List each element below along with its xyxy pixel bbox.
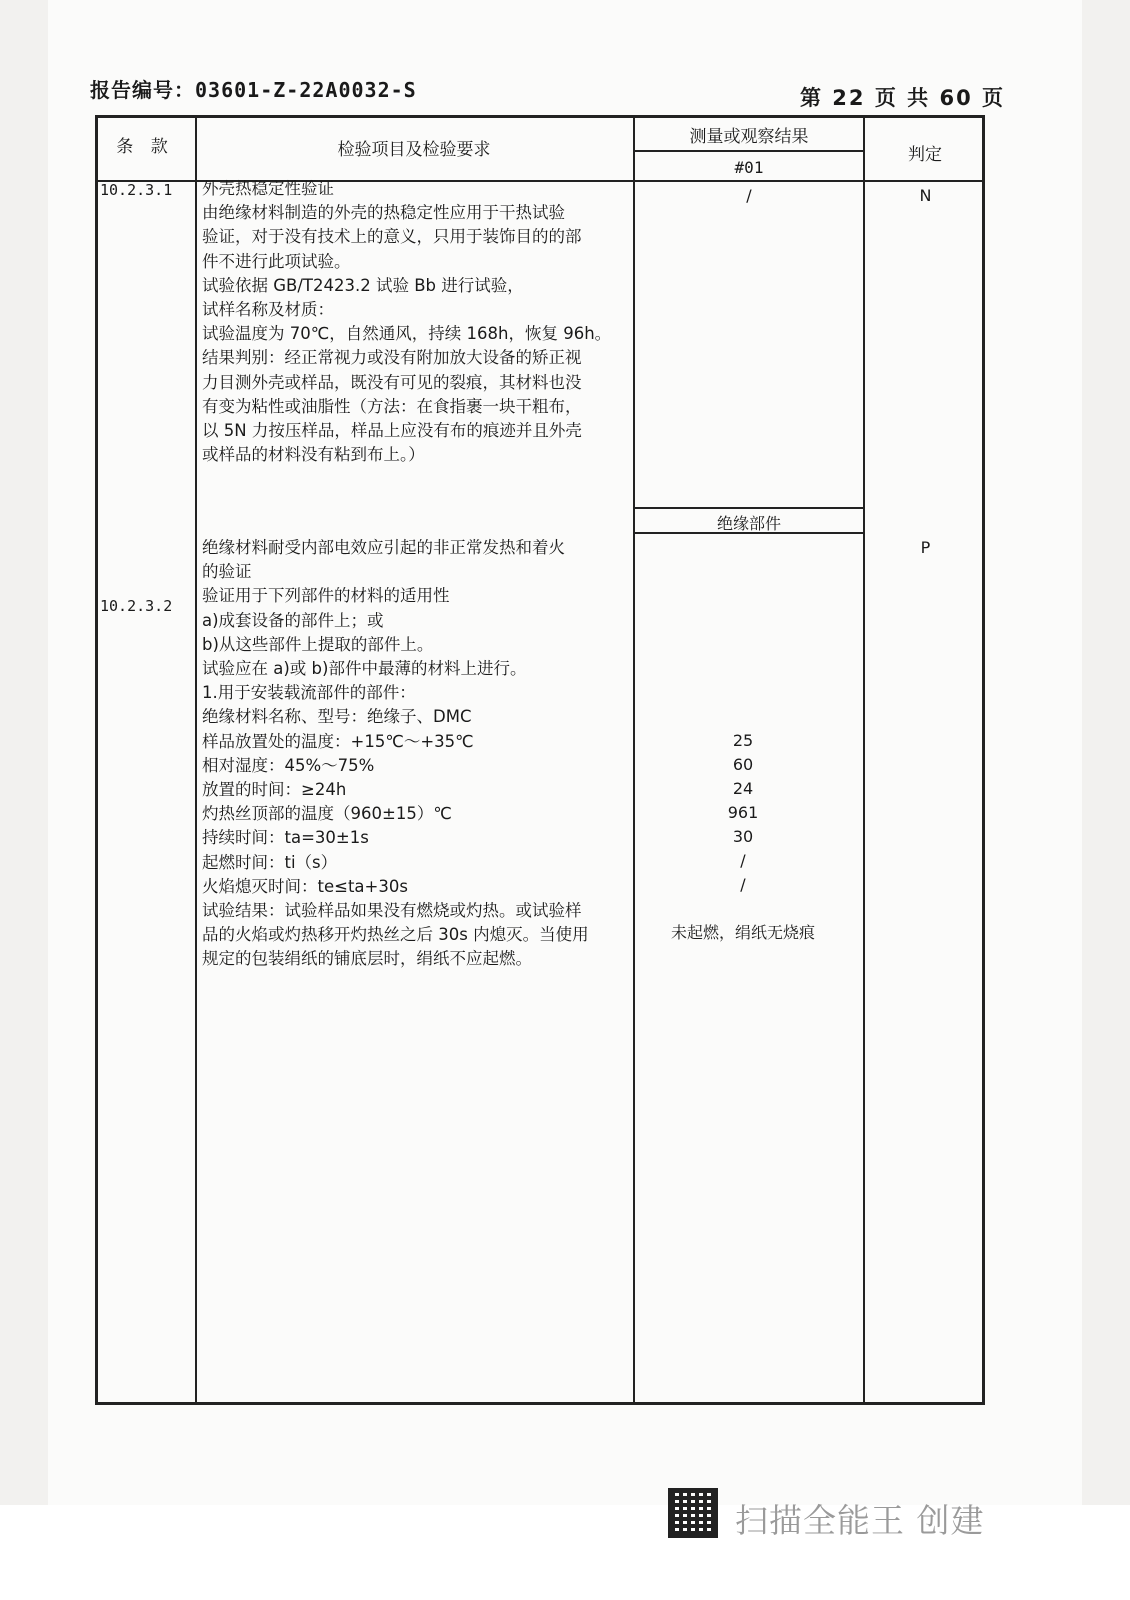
section2-verdict: P <box>920 538 931 557</box>
result-duration: 30 <box>732 827 754 846</box>
requirement-line: 以 5N 力按压样品，样品上应没有布的痕迹并且外壳 <box>202 421 582 441</box>
result-divider-top <box>633 507 865 509</box>
requirement-line: 绝缘材料名称、型号：绝缘子、DMC <box>202 707 472 727</box>
requirement-line: 绝缘材料耐受内部电效应引起的非正常发热和着火 <box>202 538 565 557</box>
column-header-sample: #01 <box>734 158 764 177</box>
requirement-line: 品的火焰或灼热移开灼热丝之后 30s 内熄灭。当使用 <box>202 925 589 945</box>
page-indicator: 第 22 页 共 60 页 <box>800 86 1006 110</box>
result-test-outcome: 未起燃，绢纸无烧痕 <box>670 923 815 942</box>
result-placement-time: 24 <box>732 779 754 798</box>
result-humidity: 60 <box>732 755 754 774</box>
requirement-line: 相对湿度：45%～75% <box>202 755 375 775</box>
column-header-item: 检验项目及检验要求 <box>337 140 491 160</box>
section1-requirements <box>202 177 642 467</box>
column-header-verdict: 判定 <box>908 145 942 165</box>
result-temperature: 25 <box>732 731 754 750</box>
requirement-line: b)从这些部件上提取的部件上。 <box>202 634 434 654</box>
result-glow-wire-temp: 961 <box>727 803 759 822</box>
requirement-line: 1.用于安装载流部件的部件： <box>202 683 416 703</box>
requirement-line: 规定的包装绢纸的铺底层时，绢纸不应起燃。 <box>202 949 532 969</box>
clause-10-2-3-2: 10.2.3.2 <box>100 597 173 615</box>
section2-requirements <box>202 536 642 972</box>
result-ignition-time: / <box>740 851 746 870</box>
requirement-line: 试验应在 a)或 b)部件中最薄的材料上进行。 <box>202 659 527 679</box>
requirement-line: 验证，对于没有技术上的意义，只用于装饰目的的部 <box>202 227 582 247</box>
result-extinguish-time: / <box>740 875 746 894</box>
requirement-line: 力目测外壳或样品，既没有可见的裂痕，其材料也没 <box>202 372 582 392</box>
requirement-line: 由绝缘材料制造的外壳的热稳定性应用于干热试验 <box>202 203 565 223</box>
column-header-clause: 条 款 <box>116 137 174 157</box>
requirement-line: 持续时间：ta=30±1s <box>202 828 369 848</box>
requirement-line: 有变为粘性或油脂性（方法：在食指裹一块干粗布， <box>202 396 582 416</box>
column-divider <box>195 115 197 1405</box>
insulation-part-subheader: 绝缘部件 <box>716 514 781 533</box>
requirement-line: 放置的时间：≥24h <box>202 780 347 800</box>
requirement-line: 试验结果：试验样品如果没有燃烧或灼热。或试验样 <box>202 901 582 921</box>
qr-code-icon <box>668 1488 718 1538</box>
report-number: 报告编号：03601-Z-22A0032-S <box>90 78 417 102</box>
column-divider <box>863 115 865 1405</box>
clause-10-2-3-1: 10.2.3.1 <box>100 181 173 199</box>
section1-verdict: N <box>919 186 932 205</box>
requirement-line: 样品放置处的温度：+15℃～+35℃ <box>202 731 474 751</box>
section1-result: / <box>746 186 752 205</box>
requirement-line: 灼热丝顶部的温度（960±15）℃ <box>202 804 452 824</box>
requirement-line: 火焰熄灭时间：te≤ta+30s <box>202 876 408 896</box>
requirement-line: 外壳热稳定性验证 <box>202 179 334 198</box>
requirement-line: 验证用于下列部件的材料的适用性 <box>202 586 450 606</box>
requirement-line: a)成套设备的部件上；或 <box>202 610 384 630</box>
requirement-line: 试样名称及材质： <box>202 300 334 320</box>
requirement-line: 试验温度为 70℃，自然通风，持续 168h，恢复 96h。 <box>202 324 612 344</box>
requirement-line: 结果判别：经正常视力或没有附加放大设备的矫正视 <box>202 348 582 368</box>
requirement-line: 件不进行此项试验。 <box>202 251 351 271</box>
subheader-divider <box>633 150 865 152</box>
requirement-line: 的验证 <box>202 562 252 582</box>
requirement-line: 起燃时间：ti（s） <box>202 852 338 872</box>
column-header-result: 测量或观察结果 <box>689 127 809 147</box>
requirement-line: 试验依据 GB/T2423.2 试验 Bb 进行试验， <box>202 275 524 295</box>
requirement-line: 或样品的材料没有粘到布上。） <box>202 445 425 465</box>
scanner-brand: 扫描全能王 创建 <box>735 1501 985 1540</box>
